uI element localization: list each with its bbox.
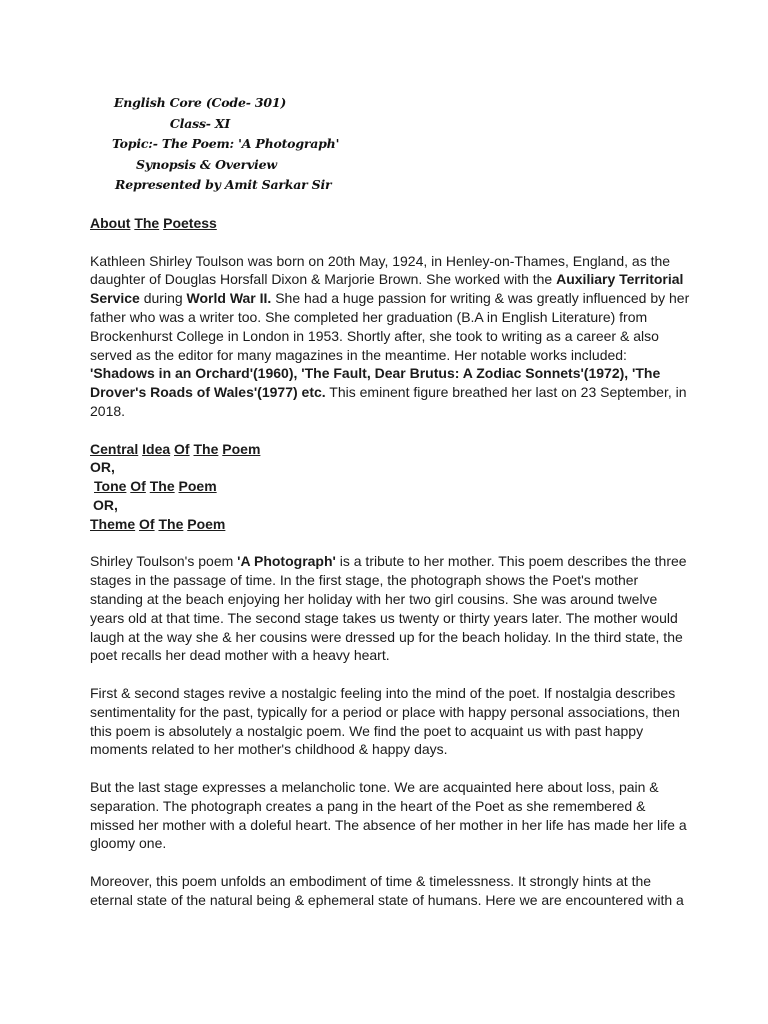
text-run-bold: 'Shadows in an Orchard'(1960), 'The Fault, Dear Brutus: A Zodiac Sonnets'(1972), 'The Drover's Roads of Wales'(1977) etc. (90, 365, 661, 401)
text-run: But the last stage expresses a melancholic tone. We are acquainted here about loss, pain & separation. The photograph creates a pang in the heart of the Poet as she remembered & missed her mother with a doleful heart. The absence of her mother in her life has made her life a gloomy one. (90, 778, 687, 852)
heading-word: Poem (187, 515, 226, 532)
tone-heading (90, 477, 690, 496)
text-run: Shirley Toulson's poem (90, 553, 238, 570)
heading-word: The (149, 478, 175, 495)
summary-paragraph (90, 552, 690, 665)
text-run: First & second stages revive a nostalgic feeling into the mind of the poet. If nostalgia describes sentimentality for the past, typically for a period or place with happy personal associations, then this poem is absolutely a nostalgic poem. We find the poet to acquaint us with past happy moments related to her mother's childhood & happy days. (90, 684, 680, 758)
text-run-bold: 'A Photograph' (237, 553, 336, 570)
heading-word: Theme (90, 515, 136, 532)
or-separator: OR, (93, 496, 118, 513)
or-separator: OR, (90, 459, 115, 476)
heading-word: Poetess (163, 215, 217, 231)
heading-word: Of (139, 515, 155, 532)
central-idea-heading-group (90, 440, 690, 534)
text-run: Moreover, this poem unfolds an embodiment of time & timelessness. It strongly hints at the eternal state of the natural being & ephemeral state of humans. Here we are encountered with a (90, 872, 684, 908)
text-run-bold: Auxiliary Territorial Service (90, 271, 684, 307)
heading-word: Poem (178, 478, 217, 495)
text-run-bold: World War II. (186, 290, 272, 307)
central-idea-heading (90, 440, 690, 459)
about-poetess-heading (90, 214, 690, 233)
heading-word: Of (174, 440, 190, 457)
text-run: This eminent figure breathed her last on 23 September, in 2018. (90, 384, 687, 419)
heading-word: Of (130, 478, 146, 495)
heading-word: Poem (222, 440, 261, 457)
header-subtitle-line: Synopsis & Overview (136, 156, 277, 172)
header-class-line: Class- XI (169, 115, 231, 131)
heading-word: Tone (94, 478, 127, 495)
document-body (90, 214, 690, 909)
header-topic-line: Topic:- The Poem: 'A Photograph' (112, 136, 340, 151)
heading-word: About (90, 215, 131, 231)
nostalgia-paragraph (90, 684, 690, 759)
heading-word: The (134, 215, 160, 231)
heading-word: Idea (142, 440, 171, 457)
text-run: during (139, 290, 187, 307)
text-run: is a tribute to her mother. This poem describes the three stages in the passage of time. In the first stage, the photograph shows the Poet's mother standing at the beach enjoying her holiday with her two girl cousins. She was around twelve years old at that time. The second stage takes us twenty or thirty years later. The mother would laugh at the way she & her cousins were dressed up for the beach holiday. In the third state, the poet recalls her dead mother with a heavy heart. (90, 553, 687, 664)
heading-word: The (158, 515, 184, 532)
text-run: She had a huge passion for writing & was greatly influenced by her father who was a writer too. She completed her graduation (B.A in English Literature) from Brockenhurst College in London in 1953. Shortly after, she took to writing as a career & also served as the editor for many magazines in the meantime. Her notable works included: (90, 290, 690, 363)
theme-heading (90, 515, 690, 534)
biography-paragraph (90, 252, 690, 421)
timelessness-paragraph (90, 872, 690, 910)
text-run: Kathleen Shirley Toulson was born on 20th May, 1924, in Henley-on-Thames, England, as the daughter of Douglas Horsfall Dixon & Marjorie Brown. She worked with the (90, 252, 671, 288)
header-author-line: Represented by Amit Sarkar Sir (115, 177, 332, 192)
document-header (60, 93, 340, 196)
heading-word: The (193, 440, 219, 457)
header-course-line: English Core (Code- 301) (113, 95, 287, 110)
melancholy-paragraph (90, 778, 690, 853)
heading-word: Central (90, 440, 139, 457)
